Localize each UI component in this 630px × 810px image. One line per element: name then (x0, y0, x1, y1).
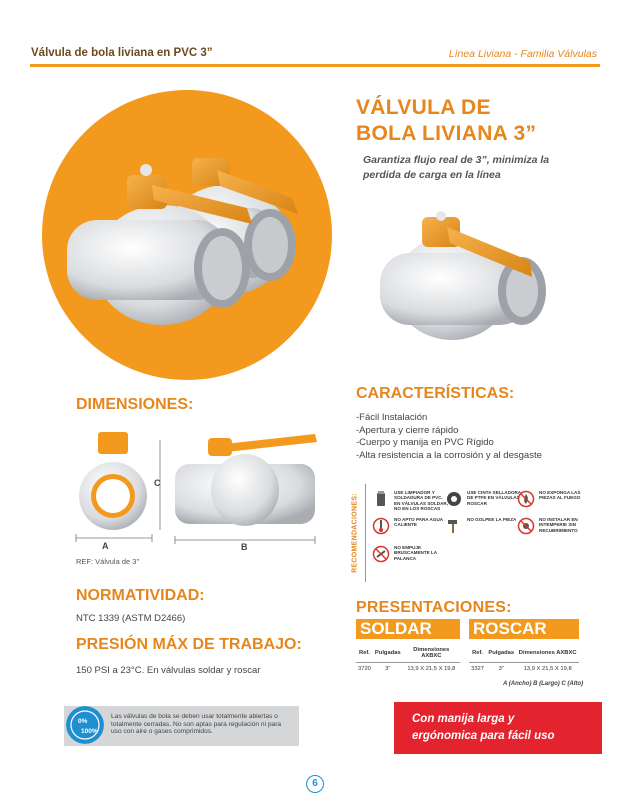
feature-item: -Cuerpo y manija en PVC Rígido (356, 437, 494, 449)
reco-item-ptfe: USE CINTA SELLADORA DE PTFE EN VÁLVULAS ROSCAR (445, 490, 523, 508)
roscar-col-dimensions: Dimensiones AXBXC (516, 644, 579, 662)
feature-item: -Alta resistencia a la corrosión y al desgaste (356, 449, 542, 461)
product-title-line1: VÁLVULA DE (356, 96, 491, 119)
thermometer-icon (372, 517, 390, 535)
dimension-label-a: A (102, 541, 109, 551)
reco-item-outdoor: NO INSTALAR EN INTEMPERIE SIN RECUBRIMIENTO (517, 517, 595, 535)
header-family: Línea Liviana - Familia Válvulas (448, 48, 597, 60)
no-sun-icon (517, 517, 535, 535)
roscar-header: ROSCAR (469, 619, 579, 639)
roscar-table (469, 644, 579, 676)
normatividad-title: NORMATIVIDAD: (76, 587, 205, 604)
product-subtitle: Garantiza flujo real de 3”, minimiza la perdida de carga en la línea (363, 154, 550, 181)
features-list (356, 412, 542, 462)
soldar-header: SOLDAR (356, 619, 460, 639)
table-row: 3720 3” 13,9 X 21,5 X 19,8 (358, 666, 456, 673)
feature-item: -Fácil Instalación (356, 412, 428, 423)
recommendations-divider (365, 484, 366, 582)
normatividad-text: NTC 1339 (ASTM D2466) (76, 613, 186, 624)
product-title-line2: BOLA LIVIANA 3” (356, 122, 537, 145)
presion-title: PRESIÓN MÁX DE TRABAJO: (76, 636, 302, 653)
header-doc-title: Válvula de bola liviana en PVC 3” (31, 47, 213, 59)
soldar-col-dimensions: Dimensiones AXBXC (403, 644, 460, 662)
hammer-icon (445, 517, 463, 535)
soldar-col-ref: Ref. (356, 644, 373, 662)
hero-valves-image (42, 90, 332, 380)
small-valve-image (372, 203, 552, 353)
reco-item-cement: USE LIMPIADOR Y SOLDADURA DE PVC. EN VÁLVULAS SOLDAR, NO EN LOS ROSCAS (372, 490, 450, 512)
promo-text (412, 711, 555, 745)
presentations-title: PRESENTACIONES: (356, 599, 512, 616)
page-number: 6 (306, 775, 324, 793)
promo-line1: Con manija larga y (412, 713, 515, 725)
roscar-col-inches: Pulgadas (486, 644, 516, 662)
dimensions-title: DIMENSIONES: (76, 396, 194, 413)
open-close-badge-icon (66, 706, 104, 744)
dimensions-legend: A (Ancho) B (Largo) C (Alto) (503, 681, 584, 687)
roscar-col-ref: Ref. (469, 644, 486, 662)
reco-item-hammer: NO GOLPEE LA PIEZA (445, 517, 523, 535)
product-title (356, 95, 536, 147)
recommendations-title: RECOMENDACIONES: (351, 493, 359, 573)
reco-item-lever: NO EMPUJE BRUSCAMENTE LA PALANCA (372, 545, 450, 563)
warning-text: Las válvulas de bola se deben usar totalmente abiertas o totalmente cerradas. No son aptas para regulación ni para uso con aire o gases comprimidos. (111, 713, 282, 736)
no-fire-icon (517, 490, 535, 508)
svg-text:100%: 100% (81, 728, 98, 735)
dimension-label-c: C (154, 478, 161, 488)
features-title: CARACTERÍSTICAS: (356, 385, 515, 402)
header-rule (30, 64, 600, 67)
ptfe-tape-icon (445, 490, 463, 508)
no-lever-icon (372, 545, 390, 563)
promo-line2: ergónomica para fácil uso (412, 730, 555, 742)
reco-item-hot-water: NO APTO PARA AGUA CALIENTE (372, 517, 450, 535)
soldar-table (356, 644, 460, 676)
dimension-side-view (170, 428, 320, 548)
dimension-label-b: B (241, 542, 248, 552)
table-row: 3327 3” 13,9 X 21,5 X 19,8 (471, 666, 572, 673)
presion-text: 150 PSI a 23°C. En válvulas soldar y roscar (76, 665, 261, 676)
dimension-ref-note: REF: Válvula de 3” (76, 557, 139, 566)
svg-text:0%: 0% (78, 718, 88, 725)
feature-item: -Apertura y cierre rápido (356, 424, 459, 436)
soldar-col-inches: Pulgadas (373, 644, 403, 662)
dimension-front-view (70, 430, 165, 550)
cement-can-icon (372, 490, 390, 508)
reco-item-fire: NO EXPONGA LAS PIEZAS AL FUEGO (517, 490, 595, 508)
